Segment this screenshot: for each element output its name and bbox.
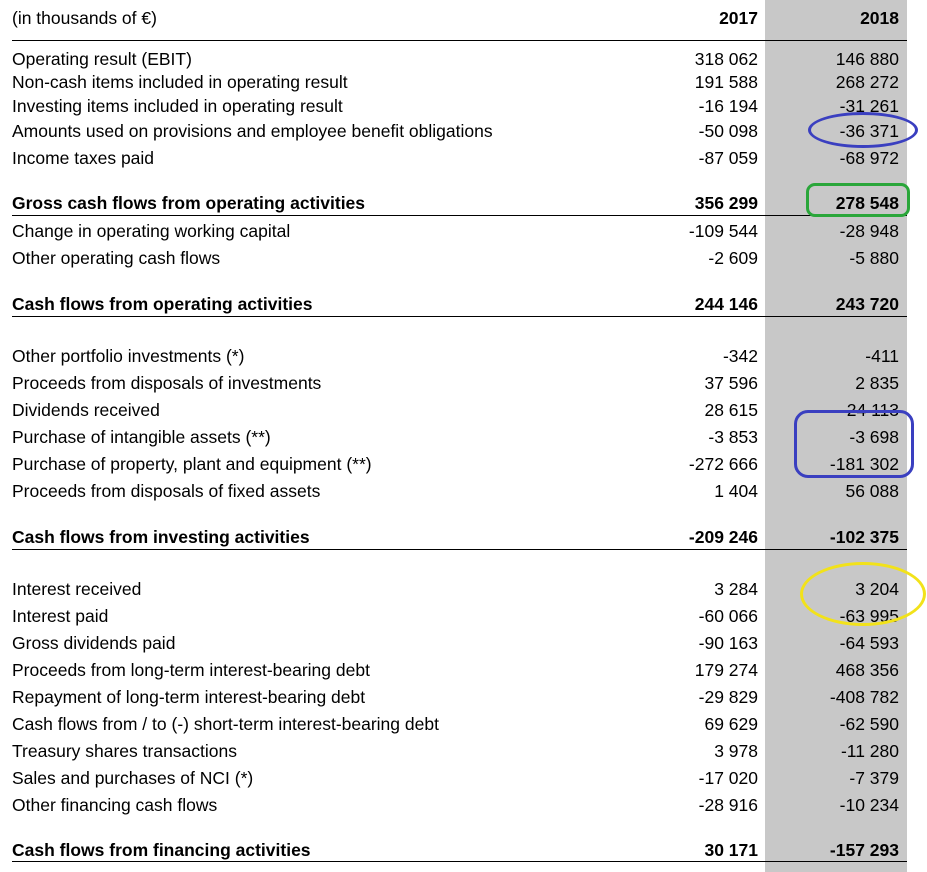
row-label: Other operating cash flows <box>12 248 221 268</box>
value-2017: 37 596 <box>704 373 758 393</box>
blue-ellipse-annotation <box>808 112 918 148</box>
row-label: Non-cash items included in operating result <box>12 72 348 92</box>
row-label: Interest paid <box>12 606 109 626</box>
table-row <box>12 69 907 95</box>
value-2018: 24 113 <box>846 400 899 420</box>
value-2017: 179 274 <box>694 660 758 680</box>
row-label: Gross cash flows from operating activities <box>12 193 366 213</box>
value-2017: -50 098 <box>698 121 758 141</box>
column-header-2018: 2018 <box>860 8 899 28</box>
value-2018: -3 698 <box>849 427 899 447</box>
value-2017: 1 404 <box>714 481 758 501</box>
value-2017: -342 <box>722 346 758 366</box>
value-2017: -60 066 <box>698 606 758 626</box>
value-2017: -29 829 <box>698 687 758 707</box>
table-row <box>12 711 907 737</box>
table-row <box>12 424 907 450</box>
value-2017: 30 171 <box>704 840 758 860</box>
row-label: Proceeds from long-term interest-bearing debt <box>12 660 370 680</box>
value-2018: 146 880 <box>835 49 899 69</box>
table-row <box>12 218 907 244</box>
value-2017: 244 146 <box>694 294 758 314</box>
divider <box>12 215 907 216</box>
value-2018: 468 356 <box>835 660 899 680</box>
value-2018: 268 272 <box>835 72 899 92</box>
value-2018: -28 948 <box>839 221 899 241</box>
value-2017: 3 978 <box>714 741 758 761</box>
row-label: Income taxes paid <box>12 148 155 168</box>
value-2018: 3 204 <box>855 579 899 599</box>
value-2017: 3 284 <box>714 579 758 599</box>
row-label: Purchase of intangible assets (**) <box>12 427 271 447</box>
value-2017: 28 615 <box>704 400 758 420</box>
row-label: Cash flows from investing activities <box>12 527 310 547</box>
table-row <box>12 630 907 656</box>
value-2018: 278 548 <box>835 193 899 213</box>
table-row <box>12 657 907 683</box>
row-label: Purchase of property, plant and equipment (**) <box>12 454 372 474</box>
value-2017: 356 299 <box>694 193 758 213</box>
subtotal-row <box>12 190 907 216</box>
row-label: Investing items included in operating result <box>12 96 343 116</box>
value-2018: -31 261 <box>839 96 899 116</box>
value-2018: -11 280 <box>840 741 899 761</box>
value-2017: -2 609 <box>708 248 758 268</box>
value-2018: -63 995 <box>839 606 899 626</box>
row-label: Change in operating working capital <box>12 221 291 241</box>
value-2017: 69 629 <box>704 714 758 734</box>
total-row <box>12 837 907 863</box>
table-row <box>12 603 907 629</box>
table-row <box>12 397 907 423</box>
value-2018: -68 972 <box>839 148 899 168</box>
row-label: Dividends received <box>12 400 160 420</box>
row-label: Sales and purchases of NCI (*) <box>12 768 254 788</box>
divider <box>12 40 907 41</box>
row-label: Treasury shares transactions <box>12 741 237 761</box>
value-2018: -411 <box>865 346 899 366</box>
row-label: Proceeds from disposals of investments <box>12 373 322 393</box>
total-row <box>12 291 907 317</box>
table-header-row <box>12 5 907 31</box>
table-row <box>12 118 907 144</box>
value-2018: 56 088 <box>845 481 899 501</box>
row-label: Gross dividends paid <box>12 633 176 653</box>
row-label: Cash flows from financing activities <box>12 840 311 860</box>
value-2017: -209 246 <box>688 527 758 547</box>
table-row <box>12 765 907 791</box>
table-row <box>12 145 907 171</box>
row-label: Proceeds from disposals of fixed assets <box>12 481 321 501</box>
row-label: Amounts used on provisions and employee benefit obligations <box>12 121 493 141</box>
column-header-2017: 2017 <box>719 8 758 28</box>
value-2018: -157 293 <box>829 840 899 860</box>
table-row <box>12 370 907 396</box>
row-label: Interest received <box>12 579 142 599</box>
value-2018: -10 234 <box>839 795 899 815</box>
value-2017: -90 163 <box>698 633 758 653</box>
divider <box>12 316 907 317</box>
table-row <box>12 684 907 710</box>
green-box-annotation <box>806 183 910 217</box>
value-2018: -64 593 <box>839 633 899 653</box>
value-2017: -109 544 <box>688 221 758 241</box>
table-row <box>12 576 907 602</box>
blue-box-annotation <box>794 410 914 478</box>
table-row <box>12 478 907 504</box>
row-label: Repayment of long-term interest-bearing debt <box>12 687 366 707</box>
row-label: Cash flows from / to (-) short-term interest-bearing debt <box>12 714 439 734</box>
value-2018: -62 590 <box>839 714 899 734</box>
unit-label: (in thousands of €) <box>12 8 157 28</box>
value-2017: -272 666 <box>688 454 758 474</box>
value-2018: -408 782 <box>829 687 899 707</box>
value-2018: -7 379 <box>849 768 899 788</box>
yellow-ellipse-annotation <box>800 562 926 626</box>
value-2018: -181 302 <box>829 454 899 474</box>
value-2017: -3 853 <box>708 427 758 447</box>
divider <box>12 861 907 862</box>
value-2017: 191 588 <box>694 72 758 92</box>
table-row <box>12 738 907 764</box>
row-label: Cash flows from operating activities <box>12 294 313 314</box>
value-2017: -17 020 <box>698 768 758 788</box>
value-2018: -36 371 <box>839 121 899 141</box>
row-label: Other financing cash flows <box>12 795 218 815</box>
row-label: Operating result (EBIT) <box>12 49 192 69</box>
value-2018: 2 835 <box>855 373 899 393</box>
value-2018: -102 375 <box>829 527 899 547</box>
value-2017: 318 062 <box>694 49 758 69</box>
value-2018: 243 720 <box>835 294 899 314</box>
value-2018: -5 880 <box>849 248 899 268</box>
row-label: Other portfolio investments (*) <box>12 346 245 366</box>
table-row <box>12 245 907 271</box>
table-row <box>12 343 907 369</box>
total-row <box>12 524 907 550</box>
divider <box>12 549 907 550</box>
table-row <box>12 451 907 477</box>
value-2017: -87 059 <box>698 148 758 168</box>
value-2017: -16 194 <box>698 96 758 116</box>
value-2017: -28 916 <box>698 795 758 815</box>
table-row <box>12 792 907 818</box>
table-row <box>12 93 907 119</box>
